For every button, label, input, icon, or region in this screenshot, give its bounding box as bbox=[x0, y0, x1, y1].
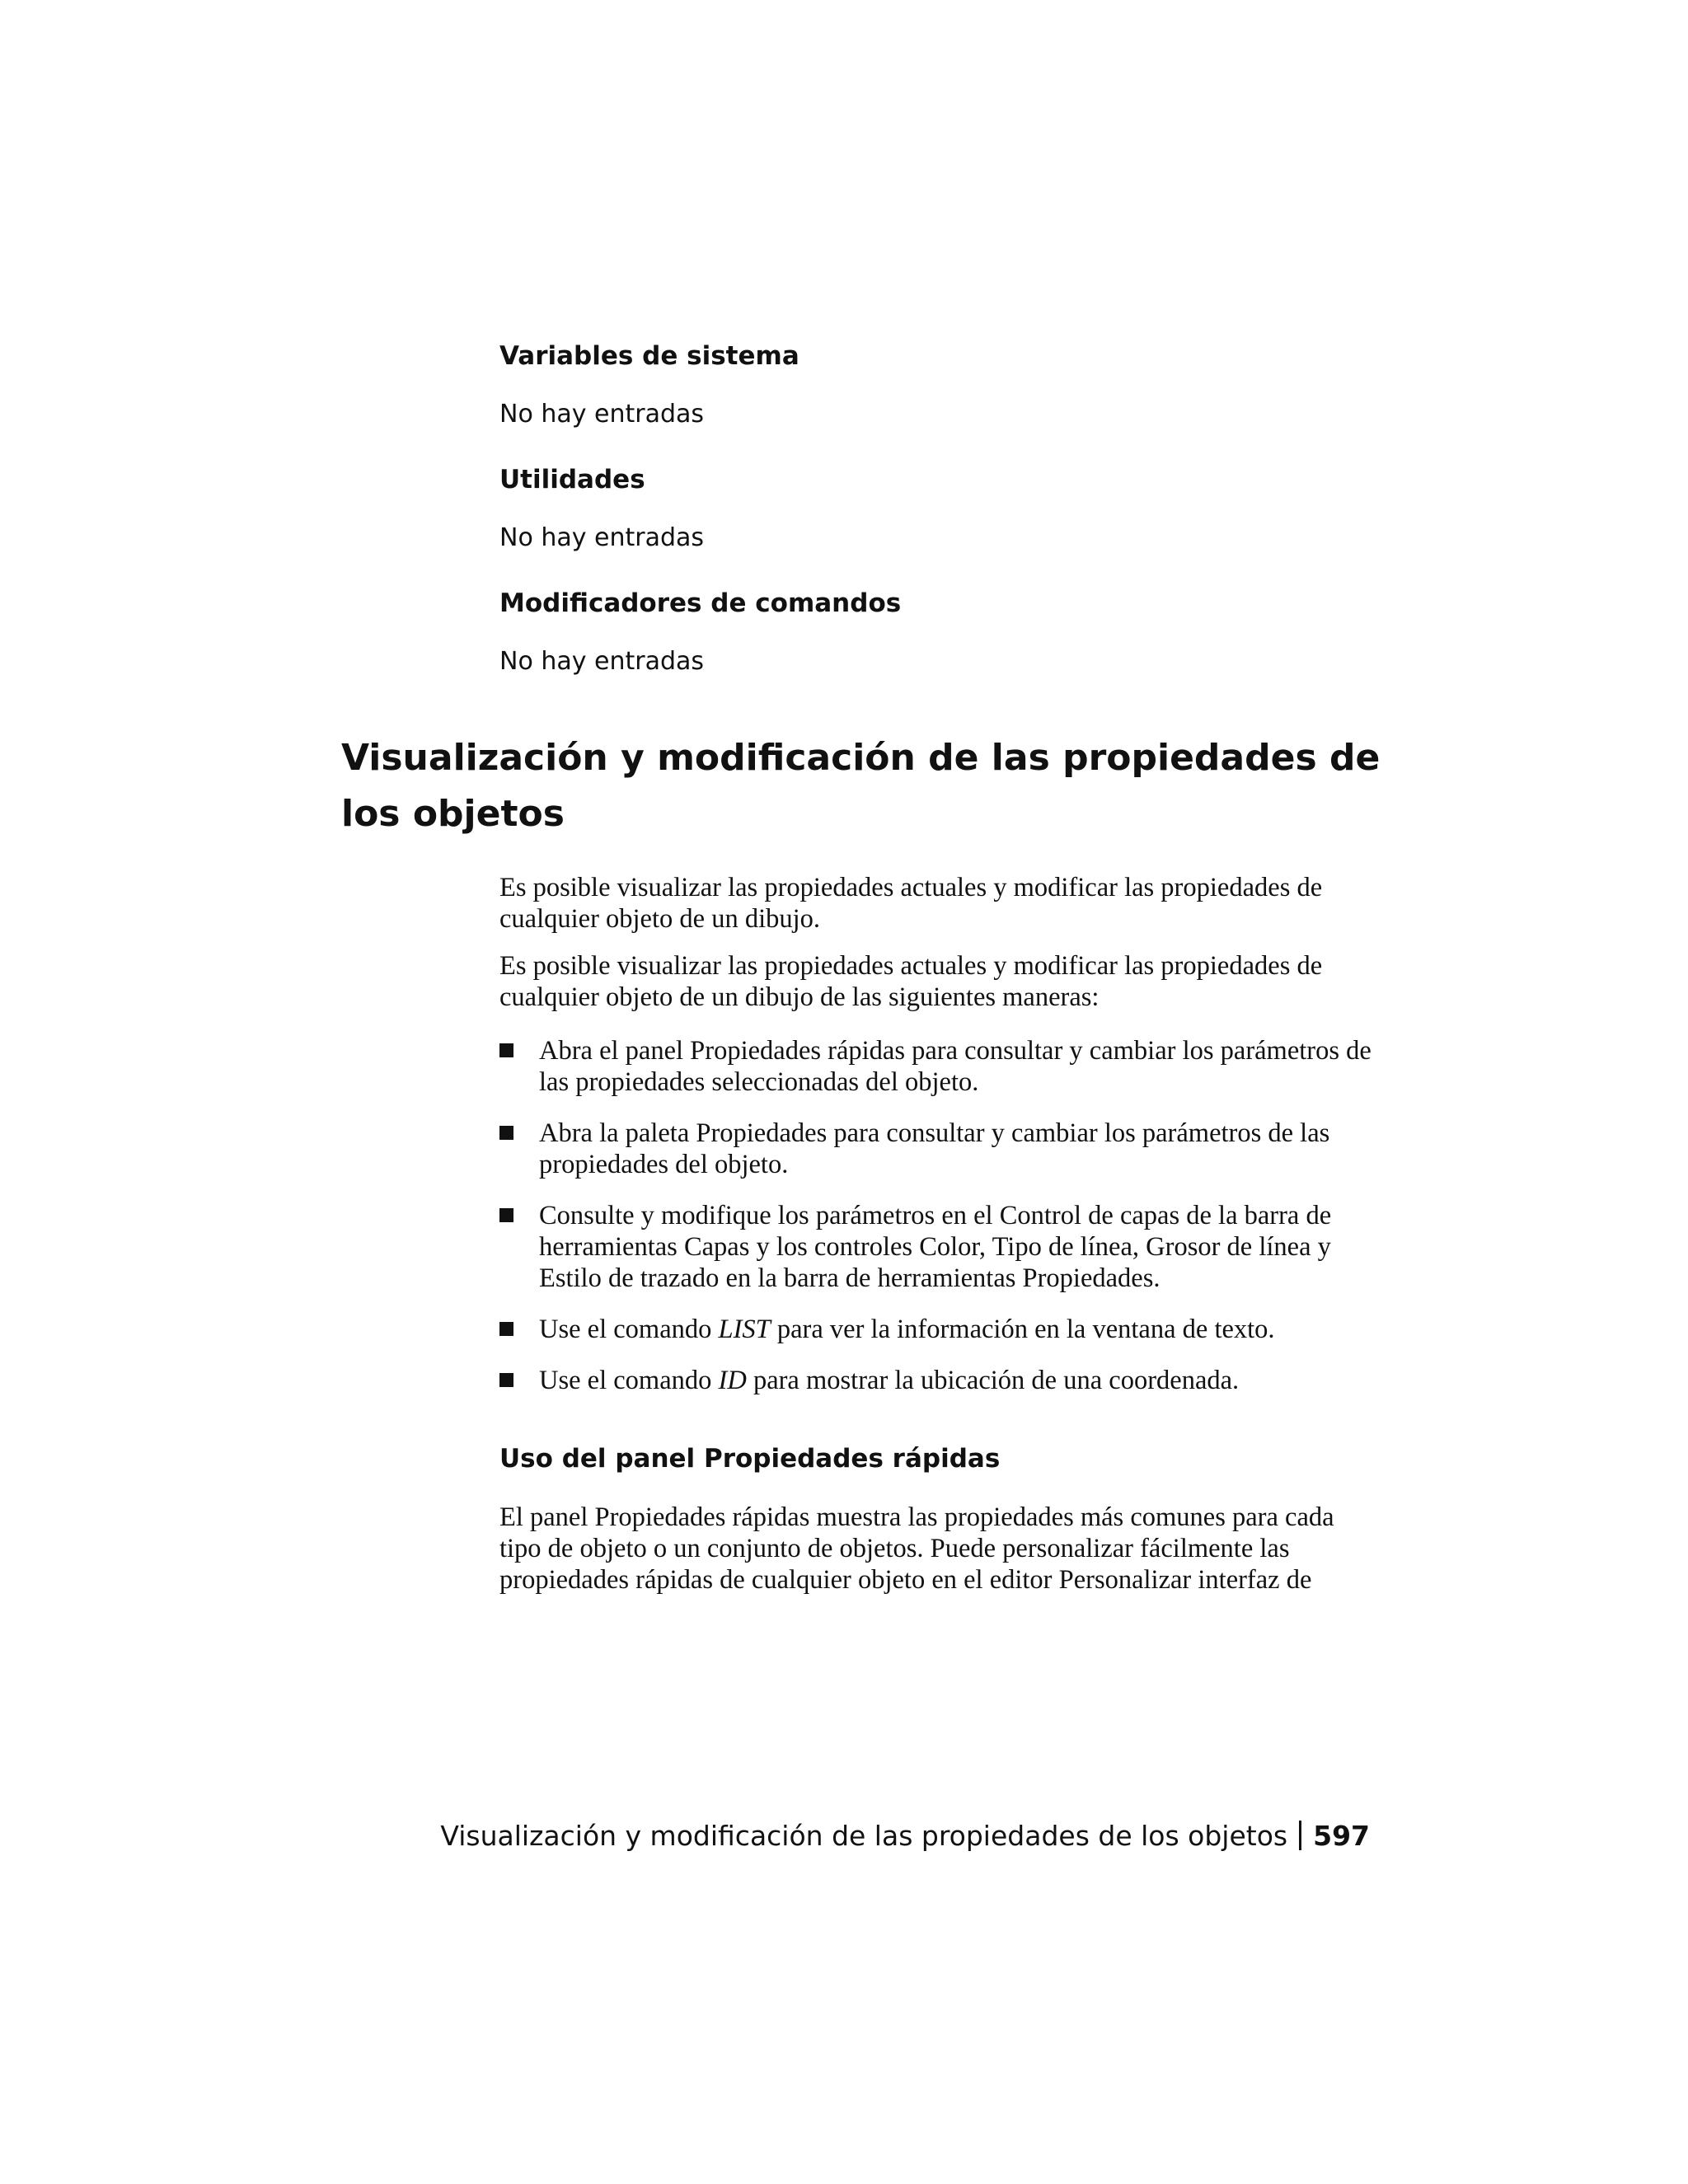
list-item-text: Use el comando bbox=[539, 1366, 719, 1395]
list-item-text: Consulte y modifique los parámetros en el Control de capas de la barra de herramientas Capas y los controles Color, Tipo de línea, Grosor de línea y Estilo de trazado en la barra de herramientas Propiedades. bbox=[539, 1201, 1332, 1293]
list-item bbox=[499, 1118, 1390, 1180]
list-item bbox=[499, 1035, 1390, 1098]
section-heading-modificadores: Modificadores de comandos bbox=[499, 588, 902, 618]
intro-paragraph-1: Es posible visualizar las propiedades actuales y modificar las propiedades de cualquier objeto de un dibujo. bbox=[499, 873, 1323, 934]
square-bullet-icon bbox=[499, 1322, 513, 1336]
list-item-text-end: para mostrar la ubicación de una coordenada. bbox=[746, 1366, 1240, 1395]
square-bullet-icon bbox=[499, 1043, 513, 1057]
footer-title: Visualización y modificación de las propiedades de los objetos bbox=[440, 1820, 1288, 1852]
list-item bbox=[499, 1314, 1390, 1345]
square-bullet-icon bbox=[499, 1373, 513, 1387]
main-heading: Visualización y modificación de las propiedades de los objetos bbox=[341, 737, 1381, 835]
square-bullet-icon bbox=[499, 1126, 513, 1140]
section-heading-utilidades: Utilidades bbox=[499, 465, 645, 494]
list-item bbox=[499, 1365, 1390, 1396]
list-item-text-end: para ver la información en la ventana de texto. bbox=[770, 1315, 1275, 1344]
list-item-text: Abra la paleta Propiedades para consultar y cambiar los parámetros de las propiedades del objeto. bbox=[539, 1118, 1330, 1179]
command-name: LIST bbox=[718, 1315, 771, 1344]
page-footer bbox=[440, 1818, 1370, 1854]
square-bullet-icon bbox=[499, 1208, 513, 1222]
footer-separator bbox=[1299, 1821, 1301, 1850]
command-name: ID bbox=[718, 1366, 747, 1395]
section-heading-variables: Variables de sistema bbox=[499, 341, 799, 371]
intro-paragraph-2: Es posible visualizar las propiedades actuales y modificar las propiedades de cualquier objeto de un dibujo de las siguientes maneras: bbox=[499, 951, 1323, 1012]
list-item bbox=[499, 1200, 1390, 1294]
subsection-heading: Uso del panel Propiedades rápidas bbox=[499, 1444, 1001, 1474]
list-item-text: Abra el panel Propiedades rápidas para consultar y cambiar los parámetros de las propiedades seleccionadas del objeto. bbox=[539, 1036, 1372, 1097]
section-text-variables: No hay entradas bbox=[499, 400, 705, 429]
methods-list bbox=[499, 1035, 1390, 1416]
section-text-utilidades: No hay entradas bbox=[499, 523, 705, 552]
page-number: 597 bbox=[1313, 1820, 1370, 1852]
section-text-modificadores: No hay entradas bbox=[499, 647, 705, 676]
list-item-text: Use el comando bbox=[539, 1315, 719, 1344]
subsection-paragraph: El panel Propiedades rápidas muestra las propiedades más comunes para cada tipo de objeto o un conjunto de objetos. Puede personalizar fácilmente las propiedades rápidas de cualquier objeto en el editor Personalizar interfaz de bbox=[499, 1502, 1334, 1595]
